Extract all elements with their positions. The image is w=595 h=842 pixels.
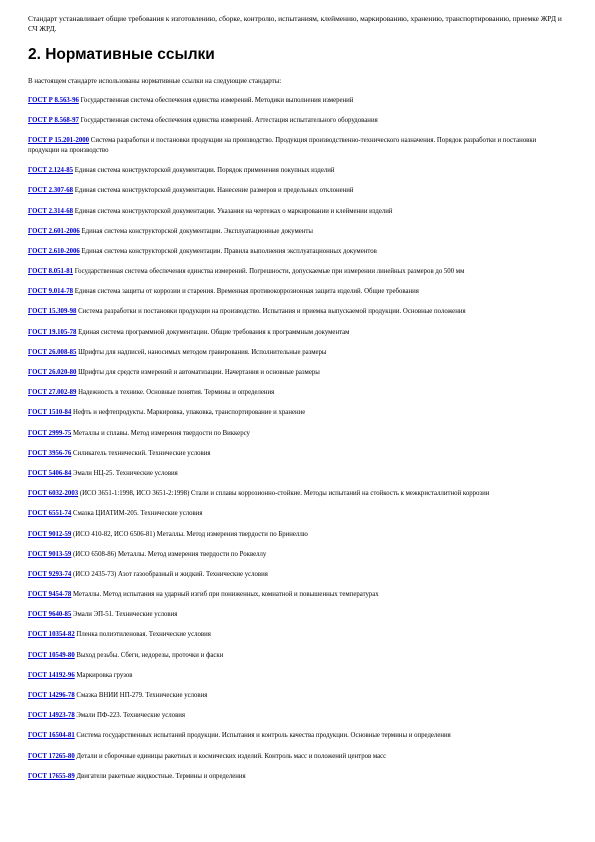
standard-title: Эмали ПФ-223. Технические условия: [76, 712, 186, 720]
reference-item: [28, 166, 568, 176]
standard-link[interactable]: ГОСТ 9640-85: [28, 611, 72, 619]
reference-item: [28, 186, 568, 196]
standard-title: (ИСО 3651-1:1998, ИСО 3651-2:1998) Стали и сплавы коррозионно-стойкие. Методы испытаний на стойкость к межкристаллитной коррозии: [79, 490, 490, 498]
standard-link[interactable]: ГОСТ 17265-80: [28, 752, 75, 760]
reference-item: [28, 136, 568, 155]
standard-link[interactable]: ГОСТ 2.307-68: [28, 187, 74, 195]
reference-item: [28, 772, 568, 782]
standard-link[interactable]: ГОСТ 3956-76: [28, 449, 72, 457]
reference-item: [28, 550, 568, 560]
standard-link[interactable]: ГОСТ 1510-84: [28, 409, 72, 417]
standard-link[interactable]: ГОСТ 2.610-2006: [28, 247, 80, 255]
standard-link[interactable]: ГОСТ 14192-96: [28, 671, 75, 679]
reference-item: [28, 449, 568, 459]
standard-link[interactable]: ГОСТ 10354-82: [28, 631, 75, 639]
reference-item: [28, 267, 568, 277]
standard-title: Система государственных испытаний продукции. Испытания и контроль качества продукции. Основные термины и определения: [76, 732, 451, 740]
standard-title: Единая система конструкторской документации. Нанесение размеров и предельных отклонений: [74, 187, 354, 195]
reference-item: [28, 307, 568, 317]
standard-title: Единая система конструкторской документации. Указания на чертежах о маркировании и клеймении изделий: [74, 207, 393, 215]
document-page: [28, 14, 568, 792]
standard-link[interactable]: ГОСТ 8.051-81: [28, 268, 74, 276]
reference-list: [28, 96, 568, 781]
standard-link[interactable]: ГОСТ 9454-78: [28, 591, 72, 599]
reference-item: [28, 207, 568, 217]
standard-title: Единая система защиты от коррозии и старения. Временная противокоррозионная защита изделий. Общие требования: [74, 288, 419, 296]
section-heading: 2. Нормативные ссылки: [28, 46, 215, 63]
standard-link[interactable]: ГОСТ 2999-75: [28, 429, 72, 437]
standard-title: (ИСО 6508-86) Металлы. Метод измерения твердости по Роквеллу: [73, 550, 267, 558]
standard-title: Детали и сборочные единицы ракетных и космических изделий. Контроль масс и положений центров масс: [76, 752, 387, 760]
reference-item: [28, 116, 568, 126]
standard-link[interactable]: ГОСТ 2.314-68: [28, 207, 74, 215]
standard-link[interactable]: ГОСТ 17655-89: [28, 772, 75, 780]
reference-item: [28, 651, 568, 661]
standard-link[interactable]: ГОСТ 26.020-80: [28, 369, 77, 377]
standard-link[interactable]: ГОСТ 14923-78: [28, 712, 75, 720]
standard-link[interactable]: ГОСТ Р 8.563-96: [28, 97, 79, 104]
reference-item: [28, 247, 568, 257]
standard-link[interactable]: ГОСТ 9.014-78: [28, 288, 74, 296]
reference-item: [28, 530, 568, 540]
standard-link[interactable]: ГОСТ 5406-84: [28, 469, 72, 477]
standard-title: Единая система программной документации. Общие требования к программным документам: [78, 328, 350, 336]
standard-title: Выход резьбы. Сбеги, недорезы, проточки и фаски: [76, 651, 224, 659]
standard-title: (ИСО 410-82, ИСО 6506-81) Металлы. Метод измерения твердости по Бринеллю: [73, 530, 308, 538]
standard-title: Шрифты для надписей, наносимых методом гравирования. Исполнительные размеры: [78, 348, 327, 356]
reference-item: [28, 671, 568, 681]
reference-item: [28, 368, 568, 378]
reference-item: [28, 752, 568, 762]
reference-item: [28, 489, 568, 499]
standard-title: Система разработки и постановки продукции на производство. Испытания и приемка выпускаемой продукции. Основные положения: [78, 308, 466, 316]
standard-title: Металлы. Метод испытания на ударный изгиб при пониженных, комнатной и повышенных температурах: [73, 591, 379, 599]
standard-title: Силикагель технический. Технические условия: [73, 449, 211, 457]
reference-item: [28, 408, 568, 418]
standard-link[interactable]: ГОСТ 2.601-2006: [28, 227, 80, 235]
standard-title: Эмали ЭП-51. Технические условия: [73, 611, 178, 619]
reference-item: [28, 388, 568, 398]
standard-title: Единая система конструкторской документации. Правила выполнения эксплуатационных документов: [81, 247, 377, 255]
reference-item: [28, 469, 568, 479]
reference-item: [28, 711, 568, 721]
standard-link[interactable]: ГОСТ 26.008-85: [28, 348, 77, 356]
intro-paragraph: Стандарт устанавливает общие требования к изготовлению, сборке, контролю, испытаниям, клеймению, маркированию, хранению, транспортированию, приемке ЖРД и СЧ ЖРД.: [28, 14, 562, 33]
reference-item: [28, 691, 568, 701]
standard-link[interactable]: ГОСТ 14296-78: [28, 692, 75, 700]
standard-title: Пленка полиэтиленовая. Технические условия: [76, 631, 211, 639]
standard-link[interactable]: ГОСТ Р 8.568-97: [28, 117, 79, 125]
reference-item: [28, 509, 568, 519]
reference-item: [28, 731, 568, 741]
reference-item: [28, 348, 568, 358]
standard-title: Смазка ВНИИ НП-279. Технические условия: [76, 692, 208, 700]
reference-item: [28, 96, 568, 106]
standard-link[interactable]: ГОСТ 10549-80: [28, 651, 75, 659]
standard-title: Эмали НЦ-25. Технические условия: [73, 469, 178, 477]
reference-item: [28, 227, 568, 237]
reference-item: [28, 590, 568, 600]
reference-item: [28, 429, 568, 439]
standard-link[interactable]: ГОСТ 6551-74: [28, 510, 72, 518]
reference-item: [28, 287, 568, 297]
standard-link[interactable]: ГОСТ 9012-59: [28, 530, 72, 538]
lead-paragraph: В настоящем стандарте использованы нормативные ссылки на следующие стандарты:: [28, 78, 282, 85]
reference-item: [28, 630, 568, 640]
standard-link[interactable]: ГОСТ 15.309-98: [28, 308, 77, 316]
reference-item: [28, 610, 568, 620]
reference-item: [28, 570, 568, 580]
standard-title: Металлы и сплавы. Метод измерения твердости по Виккерсу: [73, 429, 250, 437]
standard-title: Надежность в технике. Основные понятия. Термины и определения: [78, 389, 275, 397]
standard-title: Государственная система обеспечения единства измерений. Аттестация испытательного оборудования: [80, 117, 378, 125]
standard-title: Система разработки и постановки продукции на производство. Продукция производственно-технического назначения. Порядок разработки и постановки продукции на производство: [28, 137, 537, 154]
standard-link[interactable]: ГОСТ 19.105-78: [28, 328, 77, 336]
standard-link[interactable]: ГОСТ 16504-81: [28, 732, 75, 740]
standard-title: Двигатели ракетные жидкостные. Термины и определения: [76, 772, 246, 780]
standard-title: Нефть и нефтепродукты. Маркировка, упаковка, транспортирование и хранение: [73, 409, 306, 417]
standard-link[interactable]: ГОСТ Р 15.201-2000: [28, 137, 90, 145]
standard-link[interactable]: ГОСТ 2.124-85: [28, 167, 74, 175]
standard-title: Государственная система обеспечения единства измерений. Методики выполнения измерений: [80, 97, 354, 104]
standard-link[interactable]: ГОСТ 6032-2003: [28, 490, 79, 498]
reference-item: [28, 328, 568, 338]
standard-link[interactable]: ГОСТ 27.002-89: [28, 389, 77, 397]
standard-link[interactable]: ГОСТ 9013-59: [28, 550, 72, 558]
standard-link[interactable]: ГОСТ 9293-74: [28, 570, 72, 578]
standard-title: Единая система конструкторской документации. Эксплуатационные документы: [81, 227, 313, 235]
standard-title: Государственная система обеспечения единства измерений. Погрешности, допускаемые при измерении линейных размеров до 500 мм: [74, 268, 465, 276]
standard-title: Смазка ЦИАТИМ-205. Технические условия: [73, 510, 203, 518]
standard-title: (ИСО 2435-73) Азот газообразный и жидкий. Технические условия: [73, 570, 268, 578]
standard-title: Маркировка грузов: [76, 671, 133, 679]
standard-title: Единая система конструкторской документации. Порядок применения покупных изделий: [74, 167, 335, 175]
standard-title: Шрифты для средств измерений и автоматизации. Начертания и основные размеры: [78, 369, 320, 377]
